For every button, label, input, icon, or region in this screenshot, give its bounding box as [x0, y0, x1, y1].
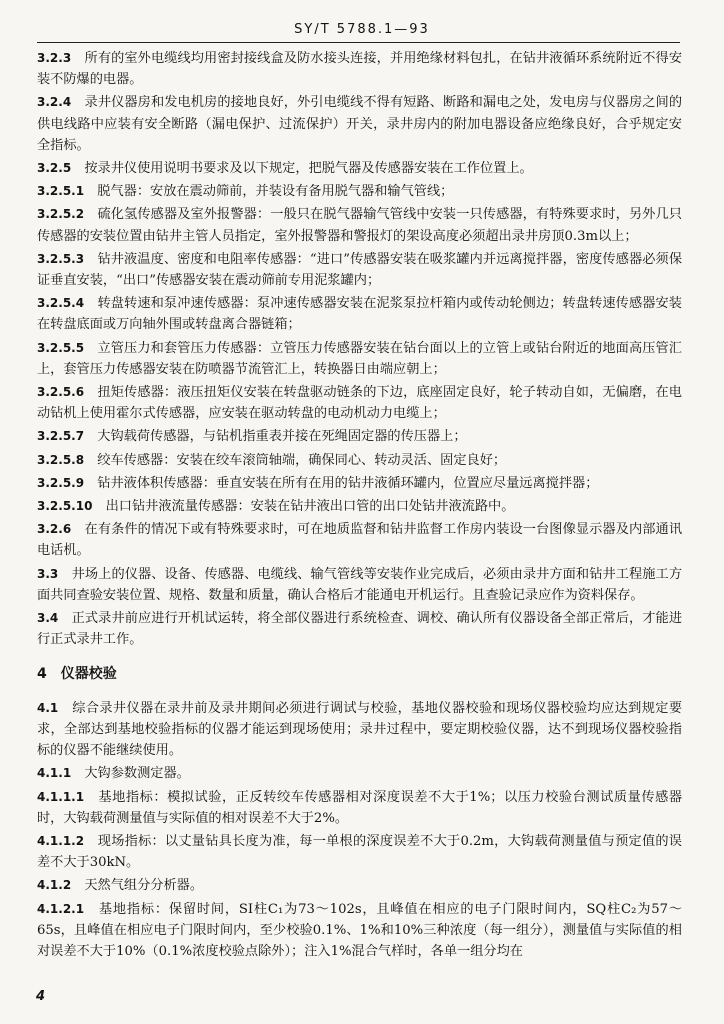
clause-number: 3.2.3 — [37, 51, 72, 65]
clause-text: 录井仪器房和发电机房的接地良好，外引电缆线不得有短路、断路和漏电之处，发电房与仪器房之间的供电线路中应装有安全断路（漏电保护、过流保护）开关，录井房内的附加电器设备应绝缘良好，合乎规定安全指标。 — [37, 95, 683, 153]
clause-paragraph — [37, 496, 682, 517]
clause-text: 所有的室外电缆线均用密封接线盒及防水接头连接，并用绝缘材料包扎，在钻井液循环系统附近不得安装不防爆的电器。 — [37, 51, 683, 88]
clause-text: 脱气器：安放在震动筛前，并装设有备用脱气器和输气管线； — [97, 184, 454, 200]
clause-text: 绞车传感器：安装在绞车滚筒轴端，确保同心、转动灵活、固定良好； — [97, 452, 507, 468]
clause-paragraph — [37, 293, 682, 335]
clause-number: 3.2.5.9 — [37, 475, 85, 490]
clause-number: 3.4 — [37, 611, 59, 626]
page-content — [37, 48, 682, 964]
clause-number: 4.1.1.1 — [37, 789, 85, 804]
section-4-clause-list — [37, 698, 682, 962]
clause-text: 硫化氢传感器及室外报警器：一般只在脱气器输气管线中安装一只传感器，有特殊要求时，另外几只传感器的安装位置由钻井主管人员指定，室外报警器和警报灯的架设高度必须超出录井房顶0.3m以上； — [37, 207, 682, 244]
clause-paragraph — [37, 831, 682, 873]
clause-paragraph — [37, 92, 682, 156]
clause-number: 3.2.4 — [37, 95, 72, 110]
clause-paragraph — [37, 875, 682, 896]
clause-number: 3.2.5 — [37, 161, 72, 176]
clause-number: 3.2.5.2 — [37, 207, 85, 222]
clause-number: 4.1 — [37, 700, 59, 715]
section-4-title: 4 仪器校验 — [37, 666, 117, 683]
clause-text: 钻井液温度、密度和电阻率传感器：“进口”传感器安装在吸浆罐内并远离搅拌器，密度传感器必须保证垂直安装，“出口”传感器安装在震动筛前专用泥浆罐内； — [37, 251, 683, 289]
clause-list — [37, 48, 682, 650]
clause-number: 3.2.5.7 — [37, 429, 85, 444]
clause-number: 4.1.2.1 — [37, 901, 85, 916]
clause-paragraph — [37, 698, 682, 762]
clause-text: 钻井液体积传感器：垂直安装在所有在用的钻井液循环罐内，位置应尽量远离搅拌器； — [97, 475, 599, 491]
page-number: 4 — [36, 989, 46, 1004]
clause-paragraph — [37, 608, 682, 650]
clause-number: 3.2.5.1 — [37, 184, 85, 199]
standard-header: SY/T 5788.1—93 — [294, 22, 430, 37]
clause-paragraph — [37, 564, 682, 606]
clause-paragraph — [37, 382, 682, 424]
clause-paragraph — [37, 899, 682, 963]
clause-text: 综合录井仪器在录井前及录井期间必须进行调试与校验，基地仪器校验和现场仪器校验均应达到规定要求，全部达到基地校验指标的仪器才能运到现场使用；录井过程中，要定期校验仪器，达不到现场仪器校验指标的仪器不能继续使用。 — [37, 700, 683, 759]
clause-number: 3.2.5.4 — [37, 296, 85, 311]
clause-number: 3.2.5.8 — [37, 452, 85, 467]
clause-paragraph — [37, 763, 682, 784]
clause-text: 现场指标：以丈量钻具长度为准，每一单根的深度误差不大于0.2m，大钩载荷测量值与预定值的误差不大于30kN。 — [37, 833, 682, 871]
clause-number: 4.1.2 — [37, 878, 72, 893]
clause-number: 4.1.1 — [37, 766, 72, 781]
clause-paragraph — [37, 249, 682, 291]
clause-number: 3.2.5.3 — [37, 251, 85, 266]
clause-text: 天然气组分分析器。 — [84, 878, 204, 894]
clause-text: 基地指标：模拟试验，正反转绞车传感器相对深度误差不大于1%；以压力校验台测试质量传感器时，大钩载荷测量值与实际值的相对误差不大于2%。 — [37, 789, 683, 826]
clause-number: 4.1.1.2 — [37, 833, 85, 848]
clause-paragraph — [37, 338, 682, 380]
clause-text: 井场上的仪器、设备、传感器、电缆线、输气管线等安装作业完成后，必须由录井方面和钻井工程施工方面共同查验安装位置、规格、数量和质量，确认合格后才能通电开机运行。且查验记录应作为资料保存。 — [37, 566, 683, 603]
clause-text: 大钩载荷传感器，与钻机指重表并接在死绳固定器的传压器上； — [97, 429, 467, 445]
clause-paragraph — [37, 181, 682, 202]
clause-text: 出口钻井液流量传感器：安装在钻井液出口管的出口处钻井液流路中。 — [105, 499, 515, 515]
clause-paragraph — [37, 204, 682, 246]
clause-text: 基地指标：保留时间，SI柱C₁为73～102s，且峰值在相应的电子门限时间内，SQ柱C₂为57～65s，且峰值在相应电子门限时间内，至少校验0.1%、1%和10%三种浓度（每一组分），测量值与实际值的相对误差不大于10%（0.1%浓度校验点除外）；注入1%混合气样时，各单一组分均在 — [37, 901, 683, 959]
clause-text: 转盘转速和泵冲速传感器：泵冲速传感器安装在泥浆泵拉杆箱内或传动轮侧边；转盘转速传感器安装在转盘底面或万向轴外围或转盘离合器链箱； — [37, 296, 682, 333]
clause-paragraph — [37, 158, 682, 179]
clause-paragraph — [37, 787, 682, 829]
clause-paragraph — [37, 426, 682, 447]
clause-text: 在有条件的情况下或有特殊要求时，可在地质监督和钻井监督工作房内装设一台图像显示器及内部通讯电话机。 — [37, 522, 683, 559]
clause-text: 按录井仪使用说明书要求及以下规定，把脱气器及传感器安装在工作位置上。 — [84, 161, 533, 177]
clause-paragraph — [37, 450, 682, 471]
clause-paragraph — [37, 473, 682, 494]
clause-number: 3.2.5.6 — [37, 385, 85, 400]
clause-paragraph — [37, 519, 682, 561]
clause-text: 大钩参数测定器。 — [84, 766, 190, 782]
header-rule — [37, 42, 680, 43]
clause-number: 3.3 — [37, 566, 59, 581]
clause-text: 立管压力和套管压力传感器：立管压力传感器安装在钻台面以上的立管上或钻台附近的地面高压管汇上，套管压力传感器安装在防喷器节流管汇上，转换器日由端应朝上； — [37, 340, 682, 377]
clause-text: 正式录井前应进行开机试运转，将全部仪器进行系统检查、调校、确认所有仪器设备全部正常后，才能进行正式录井工作。 — [37, 611, 683, 648]
clause-number: 3.2.6 — [37, 522, 72, 537]
clause-number: 3.2.5.10 — [37, 499, 93, 514]
clause-text: 扭矩传感器：液压扭矩仪安装在转盘驱动链条的下边，底座固定良好，轮子转动自如，无偏磨，在电动钻机上使用霍尔式传感器，应安装在驱动转盘的电动机动力电缆上； — [37, 385, 682, 422]
clause-paragraph — [37, 48, 682, 90]
clause-number: 3.2.5.5 — [37, 340, 85, 355]
